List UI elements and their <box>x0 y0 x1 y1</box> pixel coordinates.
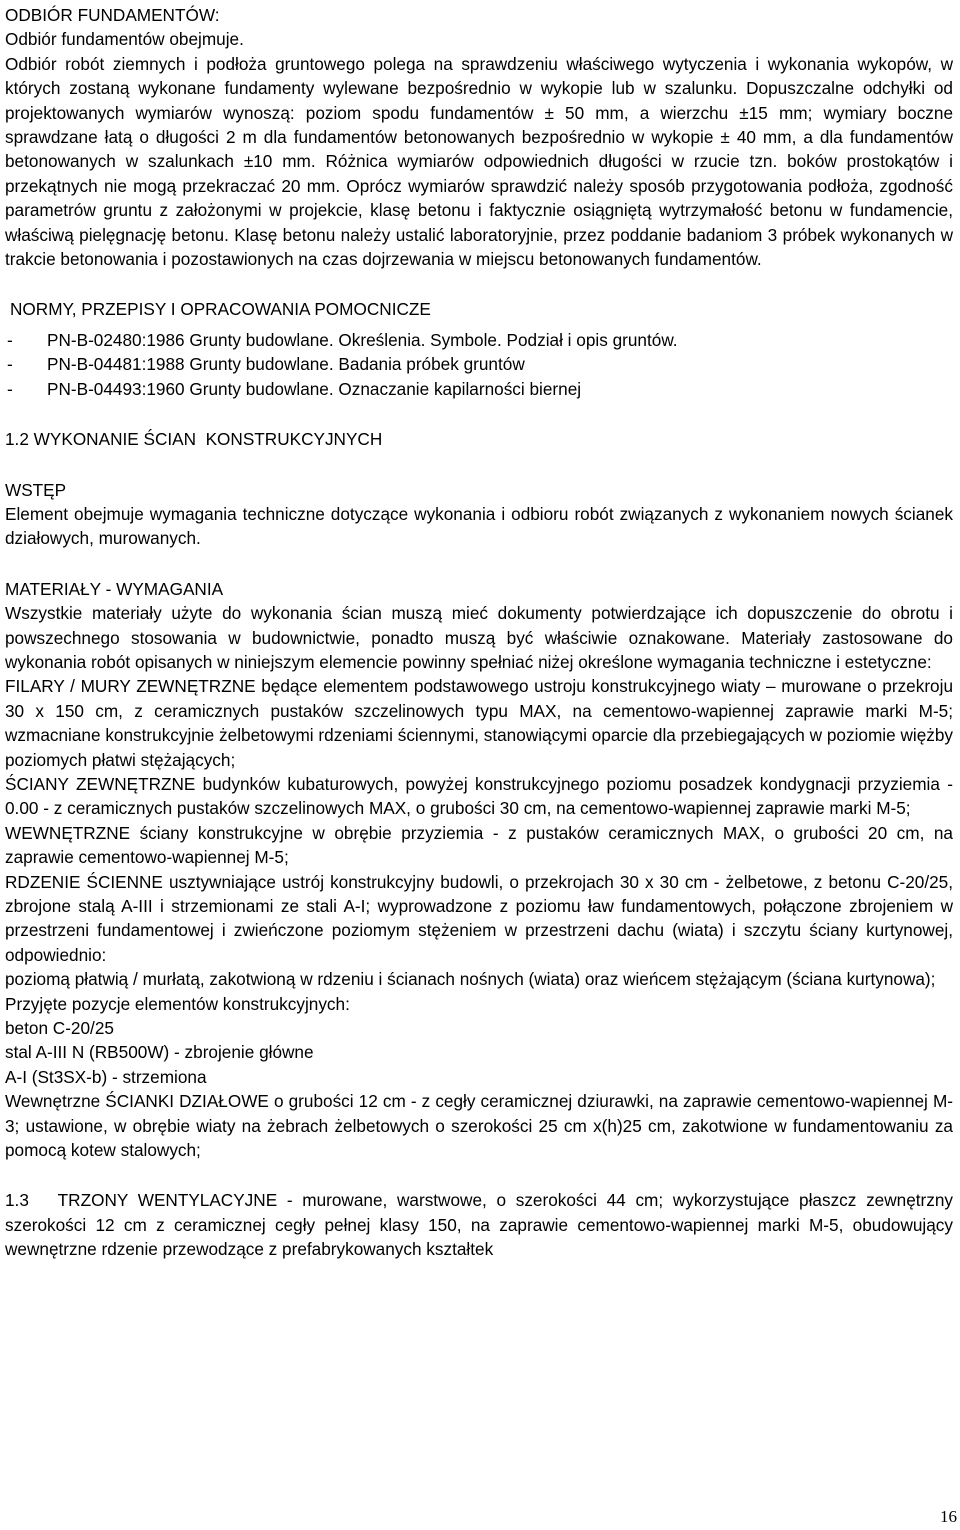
section-1-3-paragraph: 1.3 TRZONY WENTYLACYJNE - murowane, warstwowe, o szerokości 44 cm; wykorzystujące płaszcz zewnętrzny szerokości 12 cm z ceramicznej cegły pełnej klasy 150, na zaprawie cementowo-wapiennej marki M-5, obudowujący wewnętrzne rdzenie przewodzące z prefabrykowanych kształtek <box>5 1190 958 1260</box>
fundamenty-intro: Odbiór fundamentów obejmuje. <box>5 29 244 50</box>
filary-paragraph: FILARY / MURY ZEWNĘTRZNE będące elementem podstawowego ustroju konstrukcyjnego wiaty – murowane o przekroju 30 x 150 cm, z ceramicznych pustaków szczelinowych typu MAX, na cementowo-wapiennej zaprawie marki M-5; wzmacniane konstrukcyjnie żelbetowymi rdzeniami ściennymi, stanowiącymi oparcie dla przebiegających w poziomie więżby poziomych płatwi stężających; <box>5 676 953 770</box>
scianki-paragraph: Wewnętrzne ŚCIANKI DZIAŁOWE o grubości 12 cm - z cegły ceramicznej dziurawki, na zaprawie cementowo-wapiennej M-3; ustawione, w obrębie wiaty na żebrach żelbetowych o szerokości 25 cm x(h)25 cm, zakotwione w fundamentowaniu za pomocą kotew stalowych; <box>5 1091 953 1161</box>
list-dash: - <box>7 354 13 375</box>
list-dash: - <box>7 378 13 399</box>
normy-list <box>5 328 953 401</box>
normy-heading: NORMY, PRZEPISY I OPRACOWANIA POMOCNICZE <box>10 299 431 320</box>
wewnetrzne-paragraph: WEWNĘTRZNE ściany konstrukcyjne w obrębie przyziemia - z pustaków ceramicznych MAX, o grubości 20 cm, na zaprawie cementowo-wapiennej M-5; <box>5 822 953 868</box>
materialy-heading: MATERIAŁY - WYMAGANIA <box>5 578 224 599</box>
rdzenie-paragraph: RDZENIE ŚCIENNE usztywniające ustrój konstrukcyjny budowli, o przekrojach 30 x 30 cm - żelbetowe, z betonu C-20/25, zbrojone stalą A-III i strzemionami ze stali A-I; wyprowadzone z poziomu ław fundamentowych, połączone zbrojeniem w przestrzeni fundamentowej i zwieńczone poziomym stężeniem w przestrzeni dachu (wiata) i szczytu ściany kurtynowej, odpowiednio: <box>5 871 953 965</box>
poziomo-paragraph: poziomą płatwią / murłatą, zakotwioną w rdzeniu i ścianach nośnych (wiata) oraz wieńcem stężającym (ściana kurtynowa); <box>5 969 936 990</box>
normy-item: - PN-B-02480:1986 Grunty budowlane. Określenia. Symbole. Podział i opis gruntów. <box>5 328 953 352</box>
przyjete-paragraph: Przyjęte pozycje elementów konstrukcyjnych: <box>5 993 350 1014</box>
wstep-body: Element obejmuje wymagania techniczne dotyczące wykonania i odbioru robót związanych z wykonaniem nowych ścianek działowych, murowanych. <box>5 503 953 549</box>
normy-item: - PN-B-04481:1988 Grunty budowlane. Badania próbek gruntów <box>5 352 953 376</box>
document-page <box>5 3 958 1262</box>
fundamenty-heading: ODBIÓR FUNDAMENTÓW: <box>5 5 220 25</box>
normy-item: - PN-B-04493:1960 Grunty budowlane. Oznaczanie kapilarności biernej <box>5 377 953 401</box>
materialy-body: Wszystkie materiały użyte do wykonania ścian muszą mieć dokumenty potwierdzające ich dopuszczenie do obrotu i powszechnego stosowania w budownictwie, ponadto muszą być właściwie oznakowane. Materiały zastosowane do wykonania robót opisanych w niniejszym elemencie powinny spełniać niżej określone wymagania techniczne i estetyczne: <box>5 603 953 672</box>
section-1-2-heading: 1.2 WYKONANIE ŚCIAN KONSTRUKCYJNYCH <box>5 429 383 450</box>
stal-glowne-line: stal A-III N (RB500W) - zbrojenie główne <box>5 1042 314 1063</box>
sciany-zewnetrzne-paragraph: ŚCIANY ZEWNĘTRZNE budynków kubaturowych, powyżej konstrukcyjnego poziomu posadzek kondygnacji przyziemia - 0.00 - z ceramicznych pustaków szczelinowych MAX, o grubości 30 cm, na cementowo-wapiennej zaprawie marki M-5; <box>5 773 953 819</box>
beton-line: beton C-20/25 <box>5 1018 114 1039</box>
wstep-heading: WSTĘP <box>5 479 67 500</box>
list-dash: - <box>7 329 13 350</box>
stal-strzemiona-line: A-I (St3SX-b) - strzemiona <box>5 1066 207 1087</box>
fundamenty-body: Odbiór robót ziemnych i podłoża gruntowego polega na sprawdzeniu właściwego wytyczenia i wykonania wykopów, w których zostaną wykonane fundamenty wylewane bezpośrednio w wykopie lub w szalunku. Dopuszczalne odchyłki od projektowanych wymiarów wynoszą: poziom spodu fundamentów ± 50 mm, a wierzchu ±15 mm; wymiary boczne sprawdzane łatą o długości 2 m dla fundamentów betonowanych bezpośrednio w wykopie ± 40 mm, a dla fundamentów betonowanych w szalunkach ±10 mm. Różnica wymiarów odpowiednich długości w rzucie tzn. boków prostokątów i przekątnych nie mogą przekraczać 20 mm. Oprócz wymiarów sprawdzić należy sposób przygotowania podłoża, zgodność parametrów gruntu z założonymi w projekcie, klasę betonu i faktycznie osiągniętą wytrzymałość betonu w fundamencie, właściwą pielęgnację betonu. Klasę betonu należy ustalić laboratoryjnie, przez poddanie badaniom 3 próbek wykonanych w trakcie betonowania i pozostawionych na czas dojrzewania w miejscu betonowanych fundamentów. <box>5 53 953 270</box>
page-number: 16 <box>940 1507 957 1526</box>
